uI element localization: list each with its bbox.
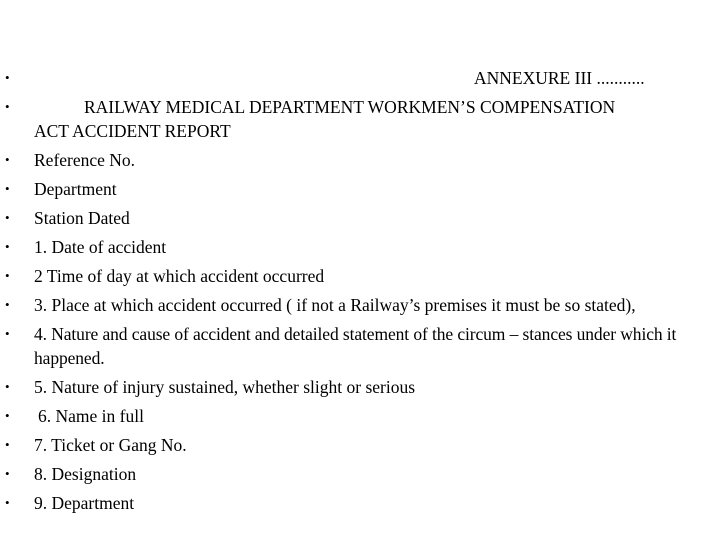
field-ticket-or-gang-no bbox=[0, 433, 720, 458]
field-department bbox=[0, 177, 720, 202]
field-label: Department bbox=[34, 179, 117, 200]
field-reference-no bbox=[0, 148, 720, 173]
annexure-text: ANNEXURE III ........... bbox=[474, 68, 645, 88]
bullet-icon: • bbox=[5, 465, 10, 481]
bullet-icon: • bbox=[5, 436, 10, 452]
field-name-in-full bbox=[0, 404, 720, 429]
field-label: 6. Name in full bbox=[38, 405, 144, 426]
bullet-icon: • bbox=[5, 494, 10, 510]
report-title bbox=[0, 95, 720, 144]
field-label: Station Dated bbox=[34, 208, 130, 229]
report-title-line-2: ACT ACCIDENT REPORT bbox=[34, 121, 231, 142]
bullet-icon: • bbox=[5, 296, 10, 312]
field-place-of-accident bbox=[0, 293, 720, 318]
bullet-icon: • bbox=[5, 267, 10, 283]
field-label: 1. Date of accident bbox=[34, 236, 167, 257]
field-label: 7. Ticket or Gang No. bbox=[34, 434, 187, 455]
bullet-icon: • bbox=[5, 407, 10, 423]
field-label: 4. Nature and cause of accident and detailed statement of the circum – stances under which it happened. bbox=[34, 323, 677, 369]
field-label: Reference No. bbox=[34, 150, 136, 171]
field-label: 5. Nature of injury sustained, whether slight or serious bbox=[34, 377, 416, 398]
bullet-icon: • bbox=[5, 181, 10, 197]
bullet-icon: • bbox=[5, 325, 10, 341]
bullet-icon: • bbox=[5, 70, 10, 85]
field-nature-of-injury bbox=[0, 375, 720, 400]
field-label: 8. Designation bbox=[34, 463, 137, 484]
bullet-icon: • bbox=[5, 379, 10, 395]
report-form-list bbox=[0, 66, 720, 519]
field-station-dated bbox=[0, 206, 720, 231]
field-nature-and-cause bbox=[0, 322, 720, 371]
annexure-heading bbox=[0, 66, 720, 91]
bullet-icon: • bbox=[5, 152, 10, 168]
report-title-line-1: RAILWAY MEDICAL DEPARTMENT WORKMEN’S COMPENSATION bbox=[84, 96, 616, 117]
field-label: 9. Department bbox=[34, 492, 135, 513]
field-employee-department bbox=[0, 491, 720, 516]
field-label: 2 Time of day at which accident occurred bbox=[34, 265, 325, 286]
field-time-of-accident bbox=[0, 264, 720, 289]
field-designation bbox=[0, 462, 720, 487]
field-label: 3. Place at which accident occurred ( if not a Railway’s premises it must be so stated), bbox=[34, 294, 636, 315]
bullet-icon: • bbox=[5, 210, 10, 226]
field-date-of-accident bbox=[0, 235, 720, 260]
bullet-icon: • bbox=[5, 238, 10, 254]
bullet-icon: • bbox=[5, 98, 10, 114]
